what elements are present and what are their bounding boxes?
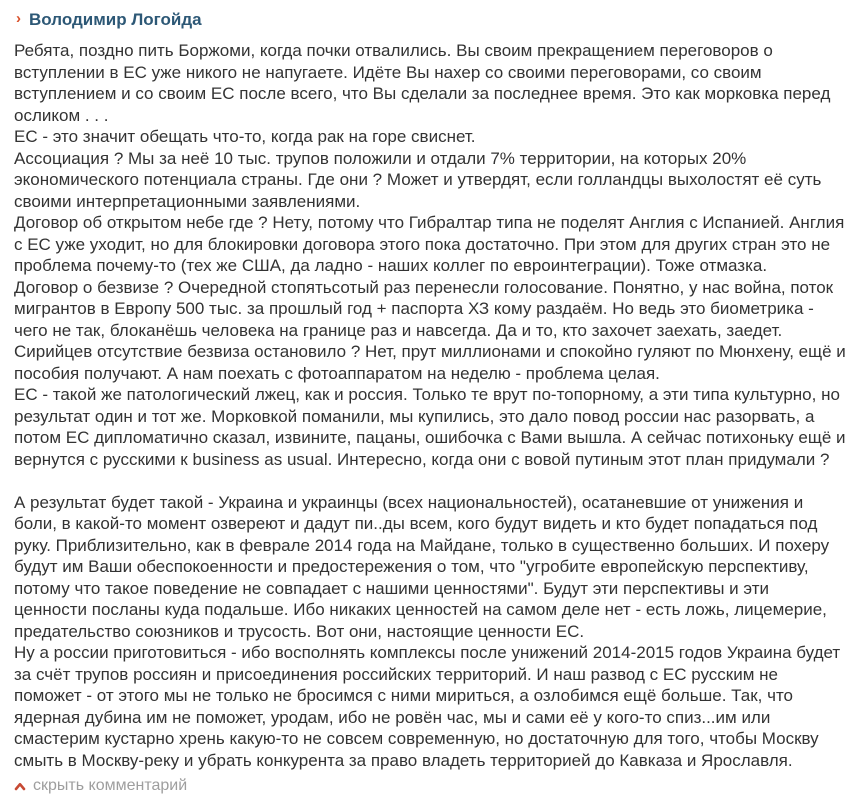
post-body — [14, 40, 846, 771]
post-paragraph: Ну а россии приготовиться - ибо восполнять комплексы после унижений 2014-2015 годов Украина будет за счёт трупов россиян и присоединения российских территорий. И наш развод с ЕС русским не поможет - от этого мы не только не бросимся с ними мириться, а озлобимся ещё больше. Так, что ядерная дубина им не поможет, уродам, ибо не ровён час, мы и сами её у кого-то спиз...им или смастерим кустарно хрень какую-то не совсем современную, но достаточную для того, чтобы Москву смыть в Москву-реку и убрать конкурента за право владеть территорией до Кавказа и Ярославля. — [14, 643, 841, 770]
hide-comment-link[interactable]: скрыть комментарий — [33, 777, 188, 794]
author-name-link[interactable]: Володимир Логойда — [29, 10, 202, 29]
post-paragraph: ЕС - такой же патологический лжец, как и россия. Только те врут по-топорному, а эти типа культурно, но результат один и тот же. Морковкой поманили, мы купились, это дало повод россии нас разорвать, а потом ЕС дипломатично сказал, извините, пацаны, ошибочка с Вами вышла. А сейчас потихоньку ещё и вернутся с русскими к business as usual. Интересно, когда они с вовой путиным этот план придумали ? — [14, 385, 846, 469]
comment-footer — [14, 776, 846, 796]
chevron-up-icon[interactable] — [14, 782, 26, 791]
post-paragraph: ЕС - это значит обещать что-то, когда рак на горе свиснет. — [14, 127, 476, 146]
post-paragraph: Договор об открытом небе где ? Нету, потому что Гибралтар типа не поделят Англия с Испанией. Англия с ЕС уже уходит, но для блокировки договора этого пока достаточно. При этом для других стран это не проблема почему-то (тех же США, да ладно - наших коллег по евроинтеграции). Тоже отмазка. — [14, 213, 845, 275]
post-paragraph — [14, 470, 846, 492]
post-paragraph: Ребята, поздно пить Боржоми, когда почки отвалились. Вы своим прекращением переговоров о вступлении в ЕС уже никого не напугаете. Идёте Вы нахер со своими переговорами, со своим вступлением и со своим ЕС после всего, что Вы сделали за последнее время. Это как морковка перед осликом . . . — [14, 41, 831, 125]
post-paragraph: Ассоциация ? Мы за неё 10 тыс. трупов положили и отдали 7% территории, на которых 20% экономического потенциала страны. Где они ? Может и утвердят, если голландцы выхолостят её суть своими интерпретационными заявлениями. — [14, 148, 822, 211]
post-paragraph: Договор о безвизе ? Очередной стопятьсотый раз перенесли голосование. Понятно, у нас война, поток мигрантов в Европу 500 тыс. за прошлый год + паспорта ХЗ кому раздаём. Но ведь это биометрика - чего не так, блоканёшь человека на границе раз и навсегда. Да и то, кто захочет заехать, заедет. Сирийцев отсутствие безвиза остановило ? Нет, прут миллионами и спокойно гуляют по Мюнхену, ещё и пособия получают. А нам поехать с фотоаппаратом на неделю - проблема целая. — [14, 277, 846, 383]
author-bullet-icon: › — [16, 10, 21, 27]
post-paragraph: А результат будет такой - Украина и украинцы (всех национальностей), осатаневшие от унижения и боли, в какой-то момент озвереют и дадут пи..ды всем, кого будут видеть и кто будет попадаться под руку. Приблизительно, как в феврале 2014 года на Майдане, только в существенно больших. И похеру будут им Ваши обеспокоенности и предостережения о том, что "угробите европейскую перспективу, потому что такое поведение не совпадает с нашими ценностями". Будут эти перспективы и эти ценности посланы куда подальше. Ибо никаких ценностей на самом деле нет - есть ложь, лицемерие, предательство союзников и трусость. Вот они, настоящие ценности ЕС. — [14, 492, 830, 641]
comment-header — [14, 11, 846, 29]
